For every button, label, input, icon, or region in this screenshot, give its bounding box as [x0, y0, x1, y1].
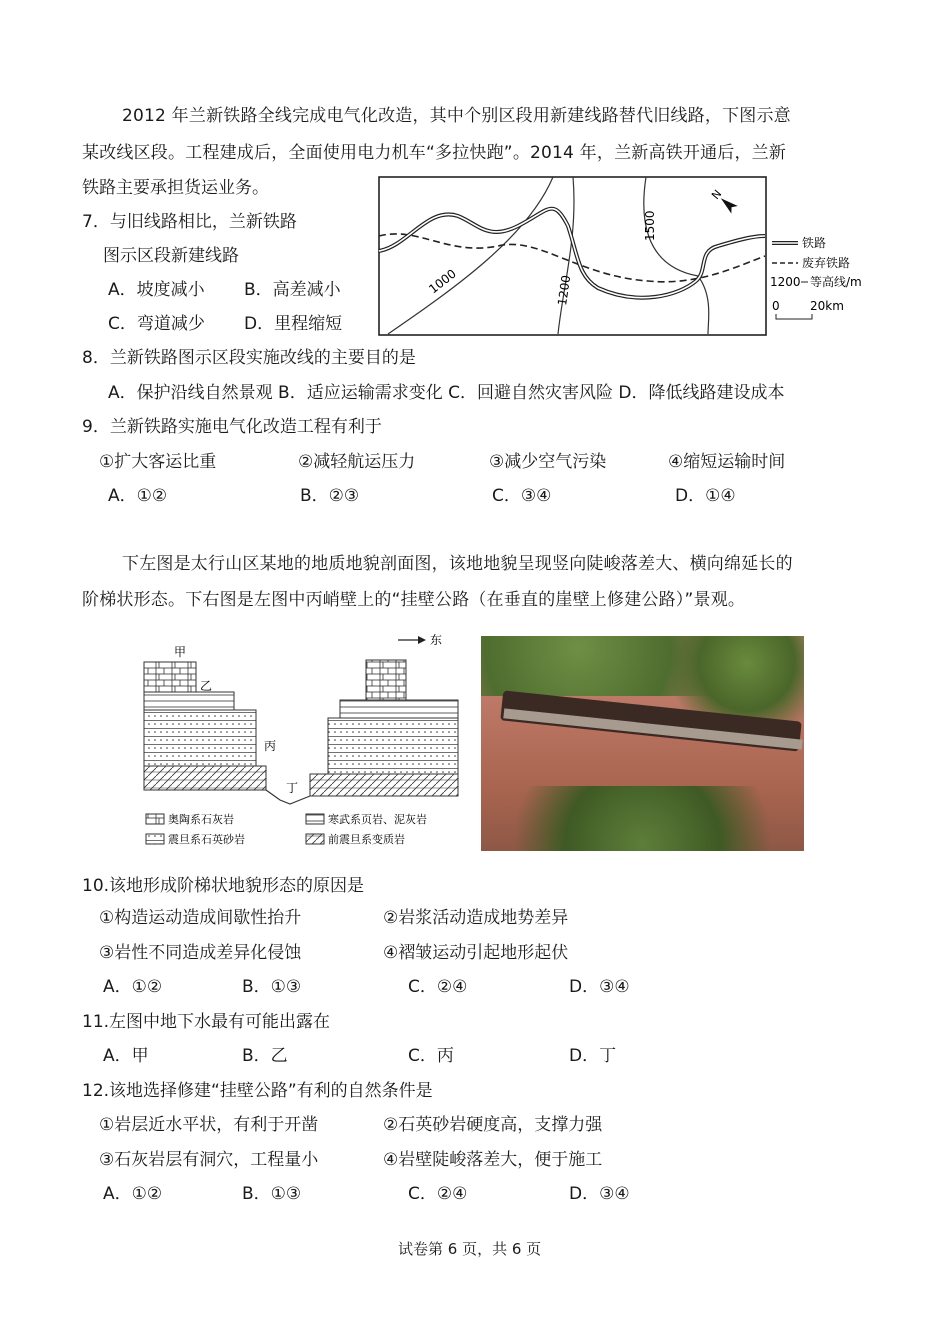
q9-option-a: A．①② — [108, 486, 168, 506]
q12-option-c: C．②④ — [408, 1184, 468, 1204]
q11-option-c: C．丙 — [408, 1046, 454, 1066]
q9-statement-4: ④缩短运输时间 — [668, 452, 786, 472]
legend-contour: 等高线/m — [810, 275, 862, 289]
q9-statement-2: ②减轻航运压力 — [298, 452, 416, 472]
north-arrow-icon — [708, 187, 737, 214]
q9-option-d: D．①④ — [675, 486, 736, 506]
q8-options: A．保护沿线自然景观 B．适应运输需求变化 C．回避自然灾害风险 D．降低线路建设成本 — [108, 383, 785, 403]
q12-stem: 12.该地选择修建“挂壁公路”有利的自然条件是 — [82, 1081, 433, 1101]
passage2-line2: 阶梯状形态。下右图是左图中丙峭壁上的“挂壁公路（在垂直的崖壁上修建公路）”景观。 — [82, 590, 746, 610]
contour-1200: 1200 — [555, 274, 574, 307]
passage1-line3: 铁路主要承担货运业务。 — [82, 178, 269, 198]
q10-option-d: D．③④ — [569, 977, 630, 997]
svg-text:甲: 甲 — [174, 645, 187, 659]
q12-option-d: D．③④ — [569, 1184, 630, 1204]
railway-map — [378, 176, 898, 342]
q7-stem-line1: 7．与旧线路相比，兰新铁路 — [82, 212, 297, 232]
svg-text:震旦系石英砂岩: 震旦系石英砂岩 — [168, 833, 245, 846]
legend-scale-value: 20km — [810, 299, 844, 313]
q12-option-a: A．①② — [103, 1184, 163, 1204]
svg-text:前震旦系变质岩: 前震旦系变质岩 — [328, 833, 405, 846]
legend-railway: 铁路 — [802, 236, 827, 250]
q9-option-c: C．③④ — [492, 486, 552, 506]
q10-statement-3: ③岩性不同造成差异化侵蚀 — [99, 943, 302, 963]
q10-stem: 10.该地形成阶梯状地貌形态的原因是 — [82, 876, 365, 896]
passage1-line2: 某改线区段。工程建成后，全面使用电力机车“多拉快跑”。2014 年，兰新高铁开通后，兰新 — [82, 143, 787, 163]
q10-option-c: C．②④ — [408, 977, 468, 997]
contour-1000: 1000 — [426, 266, 459, 297]
legend-abandoned: 废弃铁路 — [802, 256, 851, 270]
passage2-line1: 下左图是太行山区某地的地质地貌剖面图，该地地貌呈现竖向陡峻落差大、横向绵延长的 — [122, 554, 793, 574]
q9-statement-3: ③减少空气污染 — [489, 452, 607, 472]
q9-stem: 9．兰新铁路实施电气化改造工程有利于 — [82, 417, 382, 437]
cliff-road-photo — [481, 636, 804, 851]
passage1-line1: 2012 年兰新铁路全线完成电气化改造，其中个别区段用新建线路替代旧线路，下图示意 — [122, 106, 791, 126]
q12-statement-2: ②石英砂岩硬度高，支撑力强 — [383, 1115, 603, 1135]
svg-text:奥陶系石灰岩: 奥陶系石灰岩 — [168, 813, 234, 826]
q11-option-b: B．乙 — [242, 1046, 288, 1066]
q11-option-a: A．甲 — [103, 1046, 149, 1066]
contour-1500: 1500 — [643, 210, 657, 241]
legend-contour-value: 1200 — [770, 275, 801, 289]
q10-statement-4: ④褶皱运动引起地形起伏 — [383, 943, 569, 963]
q12-statement-4: ④岩壁陡峻落差大，便于施工 — [383, 1150, 603, 1170]
legend-scale-zero: 0 — [772, 299, 780, 313]
q10-statement-2: ②岩浆活动造成地势差异 — [383, 908, 569, 928]
q7-stem-line2: 图示区段新建线路 — [103, 246, 239, 266]
svg-text:丁: 丁 — [286, 781, 299, 795]
q10-option-a: A．①② — [103, 977, 163, 997]
q10-option-b: B．①③ — [242, 977, 302, 997]
q9-option-b: B．②③ — [300, 486, 360, 506]
q11-stem: 11.左图中地下水最有可能出露在 — [82, 1012, 331, 1032]
page-footer: 试卷第 6 页，共 6 页 — [398, 1240, 542, 1258]
q7-option-a: A．坡度减小 — [108, 280, 205, 300]
geological-profile — [140, 632, 470, 852]
q10-statement-1: ①构造运动造成间歇性抬升 — [99, 908, 302, 928]
q12-statement-1: ①岩层近水平状，有利于开凿 — [99, 1115, 319, 1135]
q9-statement-1: ①扩大客运比重 — [99, 452, 217, 472]
q12-option-b: B．①③ — [242, 1184, 302, 1204]
q12-statement-3: ③石灰岩层有洞穴，工程量小 — [99, 1150, 319, 1170]
q8-stem: 8．兰新铁路图示区段实施改线的主要目的是 — [82, 348, 416, 368]
q7-option-b: B．高差减小 — [244, 280, 341, 300]
svg-text:N: N — [709, 187, 725, 202]
svg-text:丙: 丙 — [264, 739, 277, 753]
q11-option-d: D．丁 — [569, 1046, 617, 1066]
q7-option-c: C．弯道减少 — [108, 314, 205, 334]
svg-text:东: 东 — [430, 633, 443, 647]
svg-text:乙: 乙 — [200, 679, 213, 693]
svg-text:寒武系页岩、泥灰岩: 寒武系页岩、泥灰岩 — [328, 813, 427, 826]
q7-option-d: D．里程缩短 — [244, 314, 343, 334]
